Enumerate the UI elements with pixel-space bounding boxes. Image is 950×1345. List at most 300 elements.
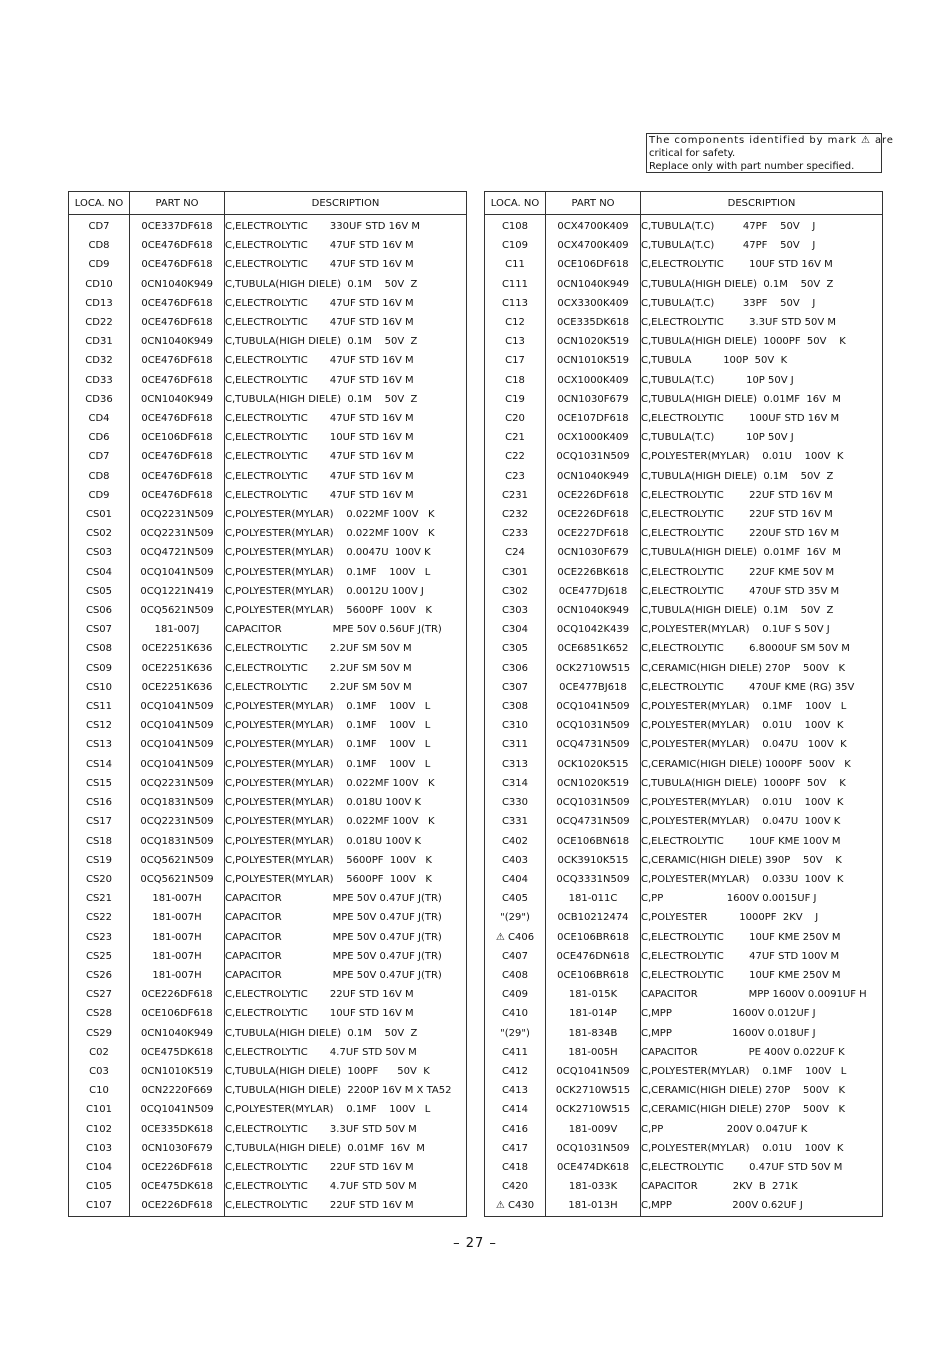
loca-no-cell: CS09 [69,659,130,678]
loca-no-cell: C314 [485,774,546,793]
header-loca-no: LOCA. NO [69,192,130,215]
table-row [69,832,467,851]
table-row [485,486,883,505]
description-cell: C,POLYESTER(MYLAR) 0.018U 100V K [225,793,467,812]
description-cell: C,PP 200V 0.047UF K [641,1120,883,1139]
table-row [69,1158,467,1177]
header-loca-no: LOCA. NO [485,192,546,215]
loca-no-cell: C231 [485,486,546,505]
loca-no-cell: C417 [485,1139,546,1158]
loca-no-cell: C302 [485,582,546,601]
table-row [485,1024,883,1043]
loca-no-cell: CS29 [69,1024,130,1043]
description-cell: C,TUBULA 100P 50V K [641,351,883,370]
part-no-cell: 0CN1040K949 [130,275,225,294]
table-row [69,639,467,658]
description-cell: C,POLYESTER(MYLAR) 0.01U 100V K [641,1139,883,1158]
loca-no-cell: C21 [485,428,546,447]
table-row [485,1139,883,1158]
description-cell: C,CERAMIC(HIGH DIELE) 270P 500V K [641,1100,883,1119]
description-cell: C,TUBULA(T.C) 10P 50V J [641,428,883,447]
loca-no-cell: C413 [485,1081,546,1100]
loca-no-cell: C411 [485,1043,546,1062]
part-no-cell: 0CE6851K652 [546,639,641,658]
description-cell: C,POLYESTER(MYLAR) 5600PF 100V K [225,851,467,870]
loca-no-cell: CS18 [69,832,130,851]
part-no-cell: 0CK3910K515 [546,851,641,870]
part-no-cell: 0CE476DF618 [130,467,225,486]
part-no-cell: 0CQ1221N419 [130,582,225,601]
description-cell: C,ELECTROLYTIC 3.3UF STD 50V M [641,313,883,332]
table-row [485,371,883,390]
loca-no-cell: C404 [485,870,546,889]
description-cell: C,ELECTROLYTIC 0.47UF STD 50V M [641,1158,883,1177]
table-row [485,351,883,370]
part-no-cell: 0CQ4731N509 [546,735,641,754]
table-row [69,755,467,774]
table-row [485,332,883,351]
loca-no-cell: CS16 [69,793,130,812]
loca-no-cell: C13 [485,332,546,351]
loca-no-cell: CS22 [69,908,130,927]
table-row [485,716,883,735]
description-cell: C,POLYESTER(MYLAR) 0.0047U 100V K [225,543,467,562]
table-row [485,678,883,697]
part-no-cell: 0CQ4731N509 [546,812,641,831]
part-no-cell: 0CQ1041N509 [130,563,225,582]
loca-no-cell: CS01 [69,505,130,524]
table-row [69,255,467,274]
table-row [69,659,467,678]
description-cell: C,PP 1600V 0.0015UF J [641,889,883,908]
table-row [69,1120,467,1139]
loca-no-cell: CD10 [69,275,130,294]
description-cell: C,TUBULA(T.C) 47PF 50V J [641,215,883,237]
loca-no-cell: CS10 [69,678,130,697]
loca-no-cell: CS19 [69,851,130,870]
table-row [485,966,883,985]
description-cell: C,ELECTROLYTIC 47UF STD 16V M [225,467,467,486]
loca-no-cell: C308 [485,697,546,716]
part-no-cell: 0CQ4721N509 [130,543,225,562]
description-cell: C,TUBULA(HIGH DIELE) 100PF 50V K [225,1062,467,1081]
part-no-cell: 181-011C [546,889,641,908]
part-no-cell: 181-009V [546,1120,641,1139]
description-cell: CAPACITOR MPE 50V 0.56UF J(TR) [225,620,467,639]
description-cell: C,ELECTROLYTIC 3.3UF STD 50V M [225,1120,467,1139]
loca-no-cell: CD7 [69,447,130,466]
loca-no-cell: C12 [485,313,546,332]
loca-no-cell: "(29") [485,1024,546,1043]
description-cell: C,CERAMIC(HIGH DIELE) 270P 500V K [641,1081,883,1100]
part-no-cell: 0CX1000K409 [546,371,641,390]
description-cell: C,TUBULA(HIGH DIELE) 0.1M 50V Z [641,467,883,486]
loca-no-cell: CD6 [69,428,130,447]
part-no-cell: 0CE226BK618 [546,563,641,582]
table-row [485,467,883,486]
table-row [69,889,467,908]
loca-no-cell: C420 [485,1177,546,1196]
description-cell: C,ELECTROLYTIC 4.7UF STD 50V M [225,1177,467,1196]
description-cell: C,POLYESTER(MYLAR) 5600PF 100V K [225,601,467,620]
description-cell: C,ELECTROLYTIC 10UF KME 100V M [641,832,883,851]
description-cell: C,POLYESTER(MYLAR) 0.047U 100V K [641,812,883,831]
part-no-cell: 0CK2710W515 [546,659,641,678]
table-row [485,832,883,851]
description-cell: C,ELECTROLYTIC 47UF STD 16V M [225,409,467,428]
part-no-cell: 0CN1040K949 [546,467,641,486]
description-cell: C,POLYESTER(MYLAR) 0.1MF 100V L [225,697,467,716]
table-row [69,428,467,447]
loca-no-cell: C313 [485,755,546,774]
description-cell: C,TUBULA(HIGH DIELE) 0.1M 50V Z [225,275,467,294]
part-no-cell: 181-013H [546,1196,641,1216]
part-no-cell: 181-033K [546,1177,641,1196]
table-row [485,563,883,582]
table-row [485,428,883,447]
part-no-cell: 0CE106BN618 [546,832,641,851]
part-no-cell: 0CE106BR618 [546,966,641,985]
part-no-cell: 0CQ1041N509 [130,735,225,754]
loca-no-cell: CD36 [69,390,130,409]
loca-no-cell: C18 [485,371,546,390]
description-cell: C,POLYESTER(MYLAR) 0.022MF 100V K [225,505,467,524]
loca-no-cell: C103 [69,1139,130,1158]
part-no-cell: 0CE476DF618 [130,313,225,332]
description-cell: C,TUBULA(HIGH DIELE) 0.1M 50V Z [225,1024,467,1043]
part-no-cell: 0CK2710W515 [546,1100,641,1119]
table-row [69,1100,467,1119]
loca-no-cell: CD9 [69,255,130,274]
loca-no-cell: C305 [485,639,546,658]
loca-no-cell: CS25 [69,947,130,966]
description-cell: C,ELECTROLYTIC 10UF STD 16V M [641,255,883,274]
loca-no-cell: C307 [485,678,546,697]
part-no-cell: 0CE226DF618 [130,1196,225,1216]
loca-no-cell: C03 [69,1062,130,1081]
table-row [485,524,883,543]
loca-no-cell: C23 [485,467,546,486]
table-row [69,215,467,237]
part-no-cell: 0CQ1041N509 [130,1100,225,1119]
part-no-cell: 0CN1010K519 [546,351,641,370]
description-cell: C,ELECTROLYTIC 47UF STD 100V M [641,947,883,966]
description-cell: C,ELECTROLYTIC 470UF KME (RG) 35V [641,678,883,697]
part-no-cell: 0CK2710W515 [546,1081,641,1100]
loca-no-cell: C311 [485,735,546,754]
part-no-cell: 0CE226DF618 [546,505,641,524]
loca-no-cell: CS27 [69,985,130,1004]
description-cell: C,TUBULA(T.C) 10P 50V J [641,371,883,390]
table-row [69,928,467,947]
part-no-cell: 0CE335DK618 [546,313,641,332]
table-row [69,371,467,390]
table-row [69,947,467,966]
loca-no-cell: CS06 [69,601,130,620]
table-row [485,1158,883,1177]
part-no-cell: 181-007H [130,966,225,985]
loca-no-cell: CD32 [69,351,130,370]
table-row [485,735,883,754]
description-cell: C,TUBULA(HIGH DIELE) 0.01MF 16V M [225,1139,467,1158]
part-no-cell: 0CX4700K409 [546,236,641,255]
description-cell: C,POLYESTER(MYLAR) 0.1MF 100V L [225,735,467,754]
table-row [485,447,883,466]
table-row [485,620,883,639]
table-row [69,678,467,697]
part-no-cell: 0CE476DF618 [130,236,225,255]
part-no-cell: 0CE337DF618 [130,215,225,237]
part-no-cell: 0CE107DF618 [546,409,641,428]
part-no-cell: 0CN2220F669 [130,1081,225,1100]
table-row [69,467,467,486]
part-no-cell: 0CQ1042K439 [546,620,641,639]
description-cell: CAPACITOR 2KV B 271K [641,1177,883,1196]
description-cell: C,POLYESTER(MYLAR) 0.01U 100V K [641,447,883,466]
part-no-cell: 181-005H [546,1043,641,1062]
part-no-cell: 181-007H [130,889,225,908]
parts-table-left-body [69,215,467,1217]
description-cell: C,POLYESTER(MYLAR) 0.033U 100V K [641,870,883,889]
table-row [69,851,467,870]
part-no-cell: 0CN1040K949 [130,332,225,351]
table-row [69,985,467,1004]
parts-table-right-body [485,215,883,1217]
header-description: DESCRIPTION [225,192,467,215]
loca-no-cell: C303 [485,601,546,620]
description-cell: CAPACITOR MPE 50V 0.47UF J(TR) [225,928,467,947]
description-cell: C,MPP 1600V 0.018UF J [641,1024,883,1043]
table-row [69,601,467,620]
loca-no-cell: C02 [69,1043,130,1062]
table-row [485,774,883,793]
description-cell: C,POLYESTER(MYLAR) 0.1MF 100V L [225,755,467,774]
table-row [485,543,883,562]
description-cell: C,POLYESTER(MYLAR) 0.018U 100V K [225,832,467,851]
description-cell: C,ELECTROLYTIC 47UF STD 16V M [225,447,467,466]
description-cell: C,POLYESTER(MYLAR) 0.047U 100V K [641,735,883,754]
loca-no-cell: C414 [485,1100,546,1119]
table-row [485,1081,883,1100]
table-row [485,390,883,409]
description-cell: C,ELECTROLYTIC 330UF STD 16V M [225,215,467,237]
table-row [485,1004,883,1023]
table-row [485,928,883,947]
description-cell: CAPACITOR PE 400V 0.022UF K [641,1043,883,1062]
table-row [69,390,467,409]
loca-no-cell: CS15 [69,774,130,793]
part-no-cell: 181-007H [130,908,225,927]
loca-no-cell: C108 [485,215,546,237]
description-cell: C,ELECTROLYTIC 10UF KME 250V M [641,928,883,947]
table-row [485,908,883,927]
description-cell: CAPACITOR MPE 50V 0.47UF J(TR) [225,966,467,985]
table-row [69,908,467,927]
description-cell: C,ELECTROLYTIC 10UF KME 250V M [641,966,883,985]
description-cell: C,TUBULA(HIGH DIELE) 2200P 16V M X TA52 [225,1081,467,1100]
loca-no-cell: C24 [485,543,546,562]
table-row [485,889,883,908]
part-no-cell: 0CX3300K409 [546,294,641,313]
table-row [485,601,883,620]
table-row [485,870,883,889]
description-cell: C,POLYESTER(MYLAR) 0.022MF 100V K [225,812,467,831]
loca-no-cell: C412 [485,1062,546,1081]
table-row [69,716,467,735]
description-cell: C,POLYESTER(MYLAR) 0.022MF 100V K [225,524,467,543]
description-cell: C,POLYESTER(MYLAR) 0.01U 100V K [641,716,883,735]
header-part-no: PART NO [130,192,225,215]
part-no-cell: 0CQ1031N509 [546,447,641,466]
table-row [485,409,883,428]
loca-no-cell: C402 [485,832,546,851]
part-no-cell: 0CQ3331N509 [546,870,641,889]
description-cell: CAPACITOR MPE 50V 0.47UF J(TR) [225,908,467,927]
description-cell: C,ELECTROLYTIC 47UF STD 16V M [225,351,467,370]
table-row [485,659,883,678]
description-cell: C,POLYESTER 1000PF 2KV J [641,908,883,927]
loca-no-cell: CD7 [69,215,130,237]
description-cell: C,CERAMIC(HIGH DIELE) 390P 50V K [641,851,883,870]
part-no-cell: 181-007J [130,620,225,639]
part-no-cell: 0CE475DK618 [130,1177,225,1196]
safety-note-line3: Replace only with part number specified. [649,161,855,172]
table-row [69,966,467,985]
part-no-cell: 181-007H [130,947,225,966]
table-row [485,236,883,255]
table-row [485,582,883,601]
description-cell: C,POLYESTER(MYLAR) 0.01U 100V K [641,793,883,812]
loca-no-cell: CD22 [69,313,130,332]
loca-no-cell: C105 [69,1177,130,1196]
table-row [69,870,467,889]
loca-no-cell: CD13 [69,294,130,313]
description-cell: C,TUBULA(HIGH DIELE) 0.01MF 16V M [641,543,883,562]
part-no-cell: 0CE227DF618 [546,524,641,543]
table-row [485,255,883,274]
table-row [69,620,467,639]
loca-no-cell: C107 [69,1196,130,1216]
loca-no-cell: C113 [485,294,546,313]
part-no-cell: 0CN1030F679 [130,1139,225,1158]
loca-no-cell: C418 [485,1158,546,1177]
part-no-cell: 181-007H [130,928,225,947]
loca-no-cell: C301 [485,563,546,582]
loca-no-cell: C104 [69,1158,130,1177]
table-row [485,947,883,966]
description-cell: C,POLYESTER(MYLAR) 0.0012U 100V J [225,582,467,601]
loca-no-cell: ⚠ C406 [485,928,546,947]
part-no-cell: 0CQ1041N509 [130,755,225,774]
part-no-cell: 0CQ1041N509 [130,697,225,716]
loca-no-cell: CD31 [69,332,130,351]
table-row [69,447,467,466]
part-no-cell: 0CE477BJ618 [546,678,641,697]
part-no-cell: 0CE476DF618 [130,371,225,390]
loca-no-cell: CS04 [69,563,130,582]
loca-no-cell: CS26 [69,966,130,985]
description-cell: C,ELECTROLYTIC 470UF STD 35V M [641,582,883,601]
page-number: – 27 – [453,1236,497,1251]
description-cell: C,ELECTROLYTIC 47UF STD 16V M [225,236,467,255]
table-row [485,505,883,524]
description-cell: C,MPP 1600V 0.012UF J [641,1004,883,1023]
part-no-cell: 0CK1020K515 [546,755,641,774]
description-cell: C,ELECTROLYTIC 2.2UF SM 50V M [225,639,467,658]
table-row [485,294,883,313]
table-row [69,582,467,601]
loca-no-cell: CS28 [69,1004,130,1023]
description-cell: C,ELECTROLYTIC 22UF KME 50V M [641,563,883,582]
loca-no-cell: C410 [485,1004,546,1023]
description-cell: C,TUBULA(HIGH DIELE) 0.1M 50V Z [225,390,467,409]
description-cell: CAPACITOR MPP 1600V 0.0091UF H [641,985,883,1004]
description-cell: CAPACITOR MPE 50V 0.47UF J(TR) [225,889,467,908]
loca-no-cell: CD8 [69,236,130,255]
description-cell: C,TUBULA(T.C) 47PF 50V J [641,236,883,255]
safety-note [646,133,894,173]
description-cell: C,ELECTROLYTIC 10UF STD 16V M [225,1004,467,1023]
description-cell: C,TUBULA(HIGH DIELE) 0.1M 50V Z [641,275,883,294]
loca-no-cell: CD4 [69,409,130,428]
description-cell: C,CERAMIC(HIGH DIELE) 1000PF 500V K [641,755,883,774]
loca-no-cell: C20 [485,409,546,428]
table-row [69,1177,467,1196]
part-no-cell: 0CE106DF618 [130,428,225,447]
description-cell: C,ELECTROLYTIC 100UF STD 16V M [641,409,883,428]
loca-no-cell: CD9 [69,486,130,505]
part-no-cell: 0CQ2231N509 [130,505,225,524]
table-row [485,275,883,294]
table-row [485,851,883,870]
part-no-cell: 0CQ1041N509 [130,716,225,735]
loca-no-cell: C405 [485,889,546,908]
loca-no-cell: CS21 [69,889,130,908]
table-row [69,793,467,812]
description-cell: C,POLYESTER(MYLAR) 0.1MF 100V L [225,1100,467,1119]
description-cell: C,ELECTROLYTIC 47UF STD 16V M [225,294,467,313]
part-no-cell: 0CN1030F679 [546,543,641,562]
table-row [485,793,883,812]
loca-no-cell: C22 [485,447,546,466]
part-no-cell: 0CQ1031N509 [546,1139,641,1158]
description-cell: C,ELECTROLYTIC 22UF STD 16V M [225,1158,467,1177]
table-row [485,1120,883,1139]
loca-no-cell: C331 [485,812,546,831]
table-row [69,505,467,524]
table-row [485,755,883,774]
part-no-cell: 0CN1020K519 [546,332,641,351]
loca-no-cell: C11 [485,255,546,274]
part-no-cell: 0CE335DK618 [130,1120,225,1139]
part-no-cell: 0CN1030F679 [546,390,641,409]
table-row [69,812,467,831]
loca-no-cell: C409 [485,985,546,1004]
loca-no-cell: CS11 [69,697,130,716]
table-row [69,1004,467,1023]
description-cell: C,TUBULA(T.C) 33PF 50V J [641,294,883,313]
description-cell: C,ELECTROLYTIC 22UF STD 16V M [641,505,883,524]
description-cell: C,MPP 200V 0.62UF J [641,1196,883,1216]
loca-no-cell: C304 [485,620,546,639]
part-no-cell: 0CQ1831N509 [130,793,225,812]
part-no-cell: 0CE475DK618 [130,1043,225,1062]
table-row [485,985,883,1004]
description-cell: C,ELECTROLYTIC 47UF STD 16V M [225,486,467,505]
safety-note-line1: The components identified by mark ⚠ are [649,135,894,146]
part-no-cell: 0CQ1041N509 [546,1062,641,1081]
loca-no-cell: C403 [485,851,546,870]
